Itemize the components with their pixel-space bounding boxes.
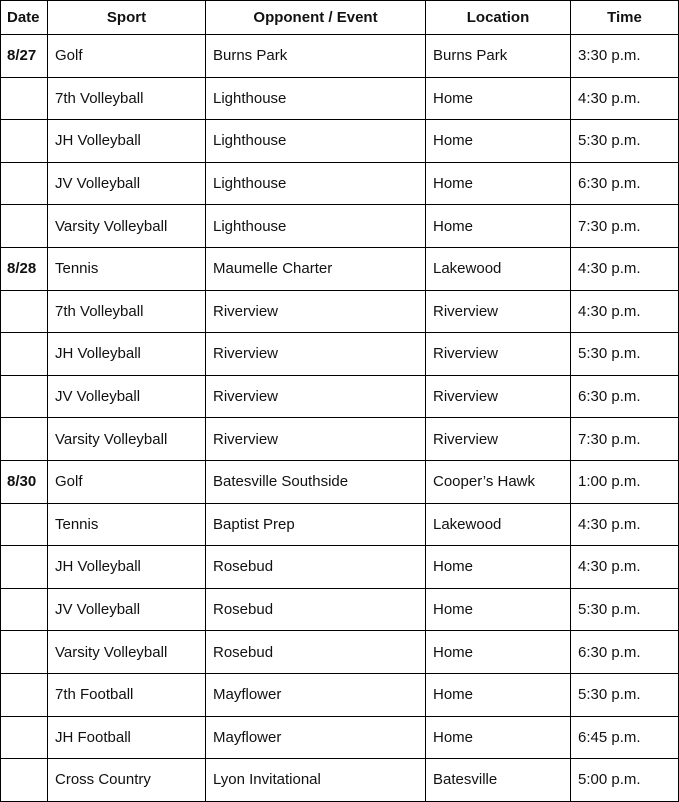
- cell-time: 5:00 p.m.: [571, 759, 679, 802]
- header-location: Location: [426, 1, 571, 35]
- cell-sport: JV Volleyball: [48, 588, 206, 631]
- cell-time: 7:30 p.m.: [571, 205, 679, 248]
- cell-time: 6:30 p.m.: [571, 162, 679, 205]
- header-time: Time: [571, 1, 679, 35]
- table-row: [1, 588, 679, 631]
- table-row: [1, 35, 679, 78]
- table-header: [1, 1, 679, 35]
- cell-location: Riverview: [426, 290, 571, 333]
- cell-opponent: Maumelle Charter: [206, 247, 426, 290]
- cell-opponent: Lighthouse: [206, 77, 426, 120]
- cell-opponent: Lyon Invitational: [206, 759, 426, 802]
- cell-sport: Tennis: [48, 247, 206, 290]
- table-row: [1, 716, 679, 759]
- cell-date: [1, 588, 48, 631]
- table-row: [1, 460, 679, 503]
- table-row: [1, 546, 679, 589]
- cell-location: Home: [426, 546, 571, 589]
- cell-opponent: Batesville Southside: [206, 460, 426, 503]
- cell-location: Home: [426, 120, 571, 163]
- cell-sport: JH Football: [48, 716, 206, 759]
- cell-date: [1, 503, 48, 546]
- table-row: [1, 162, 679, 205]
- cell-date: [1, 759, 48, 802]
- cell-location: Riverview: [426, 418, 571, 461]
- cell-date: [1, 375, 48, 418]
- table-body: [1, 35, 679, 802]
- table-row: [1, 205, 679, 248]
- cell-time: 7:30 p.m.: [571, 418, 679, 461]
- table-row: [1, 418, 679, 461]
- cell-time: 1:00 p.m.: [571, 460, 679, 503]
- table-row: [1, 631, 679, 674]
- cell-date: [1, 418, 48, 461]
- cell-location: Riverview: [426, 375, 571, 418]
- cell-sport: JH Volleyball: [48, 120, 206, 163]
- cell-time: 5:30 p.m.: [571, 588, 679, 631]
- cell-opponent: Baptist Prep: [206, 503, 426, 546]
- cell-date: [1, 546, 48, 589]
- cell-location: Home: [426, 716, 571, 759]
- header-date: Date: [1, 1, 48, 35]
- cell-sport: Cross Country: [48, 759, 206, 802]
- cell-opponent: Riverview: [206, 290, 426, 333]
- table-row: [1, 247, 679, 290]
- header-sport: Sport: [48, 1, 206, 35]
- cell-opponent: Lighthouse: [206, 120, 426, 163]
- cell-date: [1, 333, 48, 376]
- table-row: [1, 759, 679, 802]
- cell-sport: Varsity Volleyball: [48, 418, 206, 461]
- cell-location: Cooper’s Hawk: [426, 460, 571, 503]
- cell-opponent: Riverview: [206, 418, 426, 461]
- cell-opponent: Lighthouse: [206, 205, 426, 248]
- cell-time: 6:30 p.m.: [571, 375, 679, 418]
- cell-opponent: Mayflower: [206, 673, 426, 716]
- cell-location: Home: [426, 162, 571, 205]
- cell-time: 3:30 p.m.: [571, 35, 679, 78]
- cell-location: Lakewood: [426, 503, 571, 546]
- cell-date: [1, 716, 48, 759]
- cell-location: Riverview: [426, 333, 571, 376]
- cell-opponent: Rosebud: [206, 588, 426, 631]
- cell-sport: Varsity Volleyball: [48, 205, 206, 248]
- cell-sport: JH Volleyball: [48, 546, 206, 589]
- cell-sport: JV Volleyball: [48, 375, 206, 418]
- cell-location: Home: [426, 205, 571, 248]
- cell-date: 8/28: [1, 247, 48, 290]
- cell-time: 4:30 p.m.: [571, 77, 679, 120]
- cell-location: Home: [426, 77, 571, 120]
- header-row: [1, 1, 679, 35]
- cell-date: [1, 673, 48, 716]
- cell-sport: Varsity Volleyball: [48, 631, 206, 674]
- header-opponent: Opponent / Event: [206, 1, 426, 35]
- cell-date: [1, 162, 48, 205]
- cell-date: 8/27: [1, 35, 48, 78]
- cell-time: 4:30 p.m.: [571, 247, 679, 290]
- cell-sport: JH Volleyball: [48, 333, 206, 376]
- cell-time: 4:30 p.m.: [571, 290, 679, 333]
- cell-sport: 7th Football: [48, 673, 206, 716]
- cell-opponent: Burns Park: [206, 35, 426, 78]
- cell-opponent: Rosebud: [206, 546, 426, 589]
- cell-time: 5:30 p.m.: [571, 120, 679, 163]
- cell-sport: 7th Volleyball: [48, 290, 206, 333]
- cell-sport: Golf: [48, 35, 206, 78]
- cell-location: Batesville: [426, 759, 571, 802]
- cell-date: [1, 290, 48, 333]
- cell-location: Lakewood: [426, 247, 571, 290]
- cell-opponent: Mayflower: [206, 716, 426, 759]
- cell-opponent: Riverview: [206, 375, 426, 418]
- cell-date: [1, 205, 48, 248]
- cell-date: [1, 631, 48, 674]
- cell-opponent: Lighthouse: [206, 162, 426, 205]
- table-row: [1, 290, 679, 333]
- cell-time: 4:30 p.m.: [571, 503, 679, 546]
- cell-date: [1, 77, 48, 120]
- cell-time: 4:30 p.m.: [571, 546, 679, 589]
- cell-location: Home: [426, 631, 571, 674]
- cell-sport: Tennis: [48, 503, 206, 546]
- cell-date: 8/30: [1, 460, 48, 503]
- table-row: [1, 77, 679, 120]
- cell-time: 5:30 p.m.: [571, 673, 679, 716]
- cell-time: 6:30 p.m.: [571, 631, 679, 674]
- cell-time: 6:45 p.m.: [571, 716, 679, 759]
- cell-location: Home: [426, 673, 571, 716]
- table-row: [1, 120, 679, 163]
- cell-location: Home: [426, 588, 571, 631]
- cell-sport: JV Volleyball: [48, 162, 206, 205]
- cell-sport: Golf: [48, 460, 206, 503]
- cell-sport: 7th Volleyball: [48, 77, 206, 120]
- cell-opponent: Rosebud: [206, 631, 426, 674]
- table-row: [1, 333, 679, 376]
- cell-opponent: Riverview: [206, 333, 426, 376]
- table-row: [1, 673, 679, 716]
- table-row: [1, 503, 679, 546]
- cell-location: Burns Park: [426, 35, 571, 78]
- cell-time: 5:30 p.m.: [571, 333, 679, 376]
- table-row: [1, 375, 679, 418]
- cell-date: [1, 120, 48, 163]
